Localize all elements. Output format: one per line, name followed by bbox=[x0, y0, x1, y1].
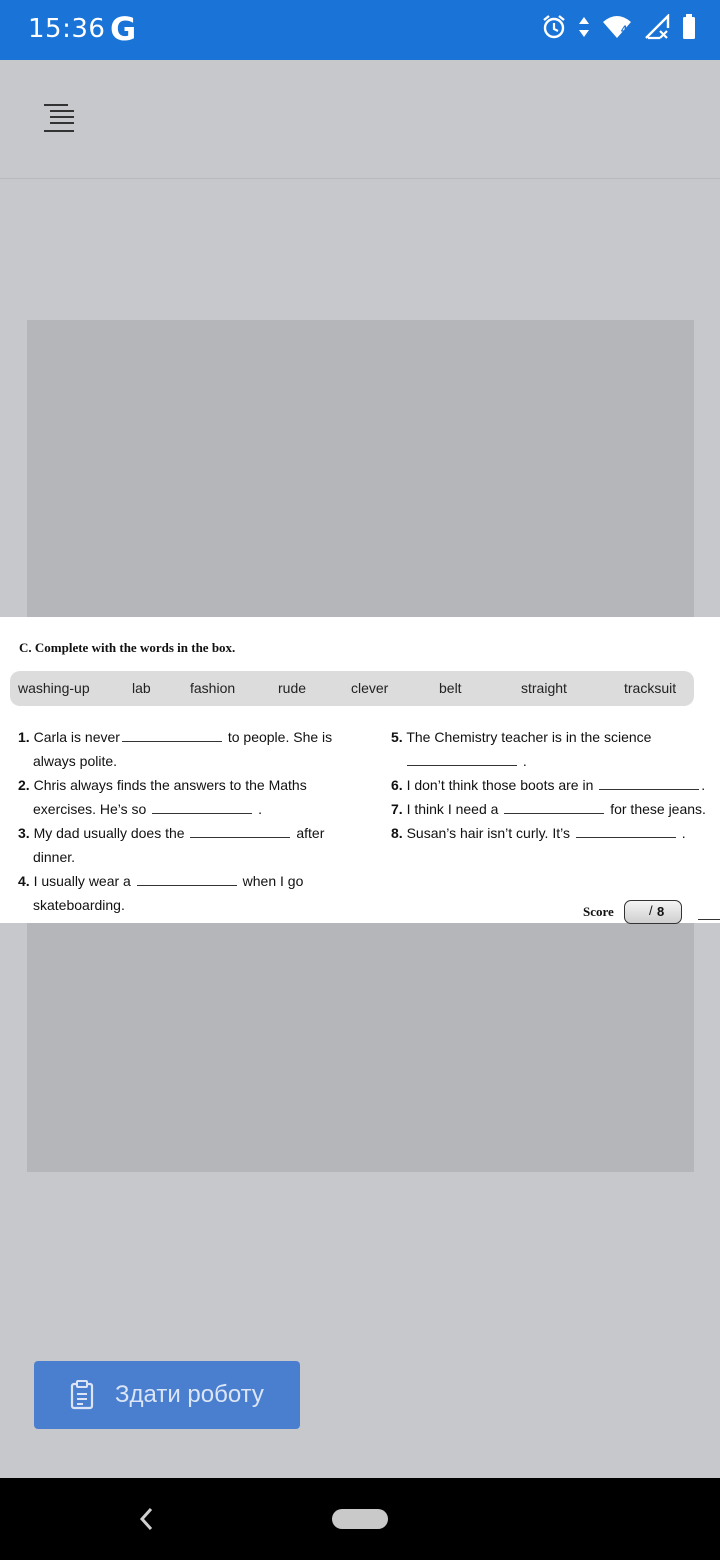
home-pill-icon[interactable] bbox=[332, 1509, 388, 1529]
word-box bbox=[10, 671, 694, 706]
question-8: 8. Susan’s hair isn’t curly. It’s . bbox=[391, 825, 686, 841]
question-3-cont: dinner. bbox=[33, 849, 76, 865]
question-7: 7. I think I need a for these jeans. bbox=[391, 801, 706, 817]
status-bar bbox=[0, 0, 720, 60]
status-icons bbox=[542, 14, 696, 45]
submit-work-button[interactable] bbox=[34, 1361, 300, 1429]
score-total: 8 bbox=[657, 904, 665, 919]
google-icon: G bbox=[110, 10, 137, 48]
wifi-icon bbox=[602, 15, 632, 44]
text-menu-icon[interactable] bbox=[44, 104, 76, 134]
signal-icon bbox=[644, 14, 670, 45]
image-placeholder-bottom bbox=[27, 923, 694, 1172]
question-5: 5. The Chemistry teacher is in the science bbox=[391, 729, 652, 745]
submit-work-label: Здати роботу bbox=[115, 1381, 264, 1408]
exercise-title: C. Complete with the words in the box. bbox=[19, 640, 236, 655]
divider-line bbox=[698, 919, 720, 920]
alarm-icon bbox=[542, 14, 566, 45]
question-3: 3. My dad usually does the after bbox=[18, 825, 325, 841]
network-badge: 4 bbox=[621, 24, 628, 36]
data-arrows-icon bbox=[578, 16, 590, 43]
word-item: straight bbox=[521, 680, 567, 696]
question-2: 2. Chris always finds the answers to the Maths bbox=[18, 777, 307, 793]
back-chevron-icon[interactable] bbox=[136, 1504, 156, 1534]
word-item: washing-up bbox=[18, 680, 90, 696]
word-item: fashion bbox=[190, 680, 236, 696]
clipboard-icon bbox=[70, 1380, 92, 1410]
question-2-cont: exercises. He’s so . bbox=[33, 801, 263, 817]
question-1: 1. Carla is never to people. She is bbox=[18, 729, 333, 745]
image-placeholder-top bbox=[27, 320, 694, 617]
status-time: 15:36 bbox=[28, 14, 106, 44]
score-label: Score bbox=[583, 904, 614, 919]
word-item: rude bbox=[278, 680, 307, 696]
question-6: 6. I don’t think those boots are in . bbox=[391, 777, 706, 793]
word-item: tracksuit bbox=[624, 680, 677, 696]
word-item: lab bbox=[132, 680, 151, 696]
worksheet-image bbox=[0, 617, 720, 923]
question-4: 4. I usually wear a when I go bbox=[18, 873, 304, 889]
question-1-cont: always polite. bbox=[33, 753, 118, 769]
word-item: clever bbox=[351, 680, 389, 696]
question-4-cont: skateboarding. bbox=[33, 897, 125, 913]
app-toolbar bbox=[0, 60, 720, 179]
battery-icon bbox=[682, 14, 696, 45]
score-box: / 8 bbox=[624, 900, 682, 924]
question-5-cont: . bbox=[405, 749, 527, 773]
word-item: belt bbox=[439, 680, 462, 696]
